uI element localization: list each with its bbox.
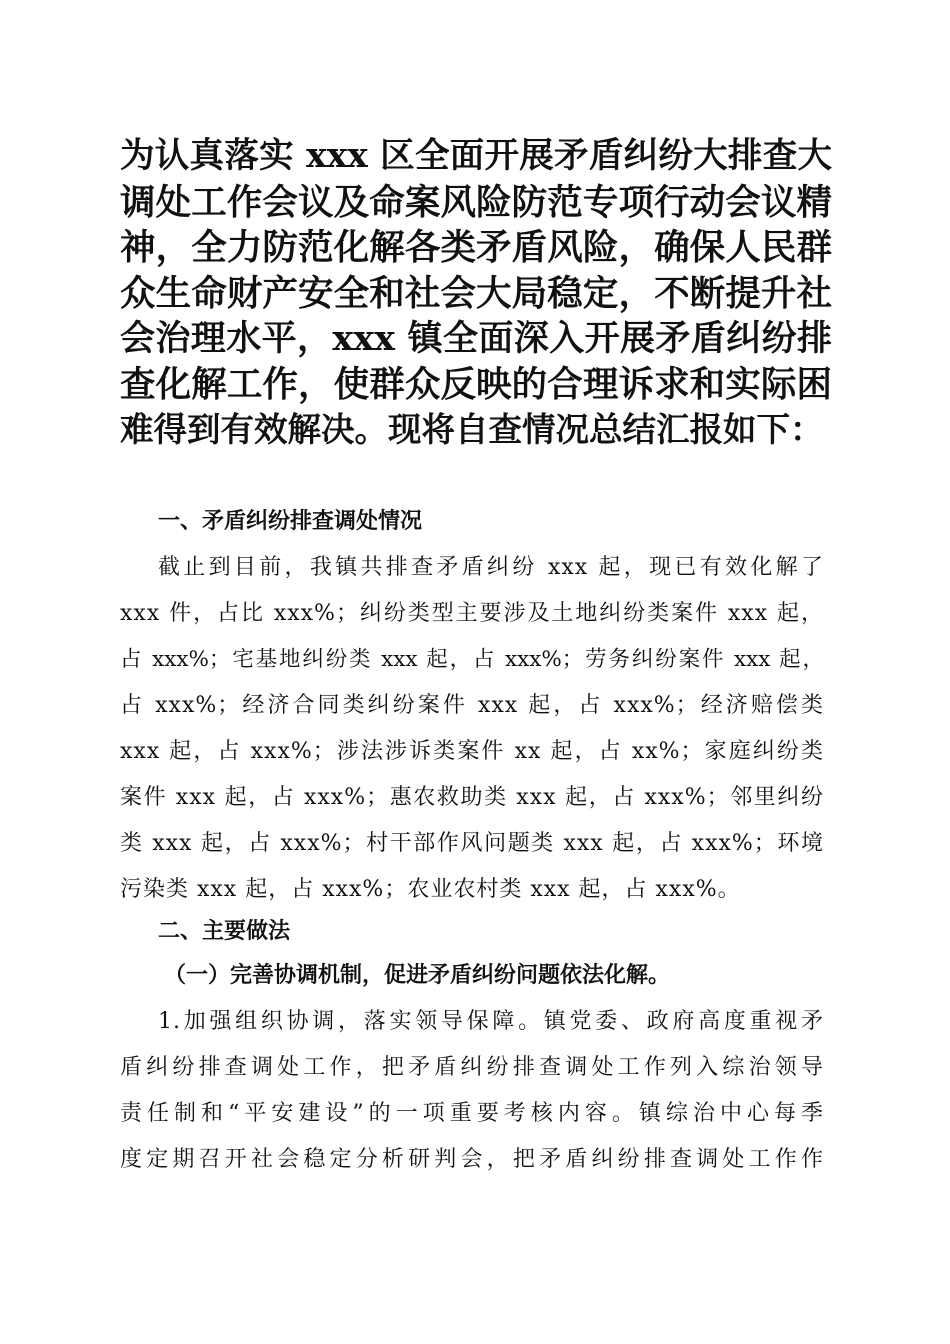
intro-line: 神，全力防范化解各类矛盾风险，确保人民群	[120, 227, 832, 268]
intro-line: 查化解工作，使群众反映的合理诉求和实际困	[120, 363, 832, 405]
paragraph-line: 占 xxx%；经济合同类纠纷案件 xxx 起，占 xxx%；经济赔偿类	[120, 693, 824, 718]
section-heading-1: 一、矛盾纠纷排查调处情况	[158, 509, 423, 534]
paragraph-line: 污染类 xxx 起，占 xxx%；农业农村类 xxx 起，占 xxx%。	[120, 877, 741, 902]
intro-line: 为认真落实 xxx 区全面开展矛盾纠纷大排查大	[120, 136, 832, 176]
intro-line: 难得到有效解决。现将自查情况总结汇报如下：	[120, 410, 824, 449]
paragraph-line: 责任制和“平安建设”的一项重要考核内容。镇综治中心每季	[120, 1101, 824, 1126]
intro-line: 众生命财产安全和社会大局稳定，不断提升社	[120, 272, 832, 314]
paragraph-line: 截止到目前，我镇共排查矛盾纠纷 xxx 起，现已有效化解了	[158, 555, 824, 580]
paragraph-line: 占 xxx%；宅基地纠纷类 xxx 起，占 xxx%；劳务纠纷案件 xxx 起，	[120, 647, 824, 672]
paragraph-line: 度定期召开社会稳定分析研判会，把矛盾纠纷排查调处工作作	[120, 1147, 824, 1172]
paragraph-line: 盾纠纷排查调处工作，把矛盾纠纷排查调处工作列入综治领导	[120, 1055, 824, 1080]
intro-line: 会治理水平，xxx 镇全面深入开展矛盾纠纷排	[120, 318, 832, 359]
subsection-heading: （一）完善协调机制，促进矛盾纠纷问题依法化解。	[164, 962, 671, 988]
paragraph-line: 1.加强组织协调，落实领导保障。镇党委、政府高度重视矛	[158, 1009, 824, 1034]
paragraph-line: xxx 件，占比 xxx%；纠纷类型主要涉及土地纠纷类案件 xxx 起，	[120, 601, 824, 626]
intro-line: 调处工作会议及命案风险防范专项行动会议精	[120, 181, 832, 223]
paragraph-line: 案件 xxx 起，占 xxx%；惠农救助类 xxx 起，占 xxx%；邻里纠纷	[120, 785, 824, 810]
intro-paragraph	[120, 134, 832, 453]
paragraph-line: 类 xxx 起，占 xxx%；村干部作风问题类 xxx 起，占 xxx%；环境	[120, 831, 824, 856]
section-heading-2: 二、主要做法	[158, 919, 291, 944]
paragraph-line: xxx 起，占 xxx%；涉法涉诉类案件 xx 起，占 xx%；家庭纠纷类	[120, 739, 824, 764]
